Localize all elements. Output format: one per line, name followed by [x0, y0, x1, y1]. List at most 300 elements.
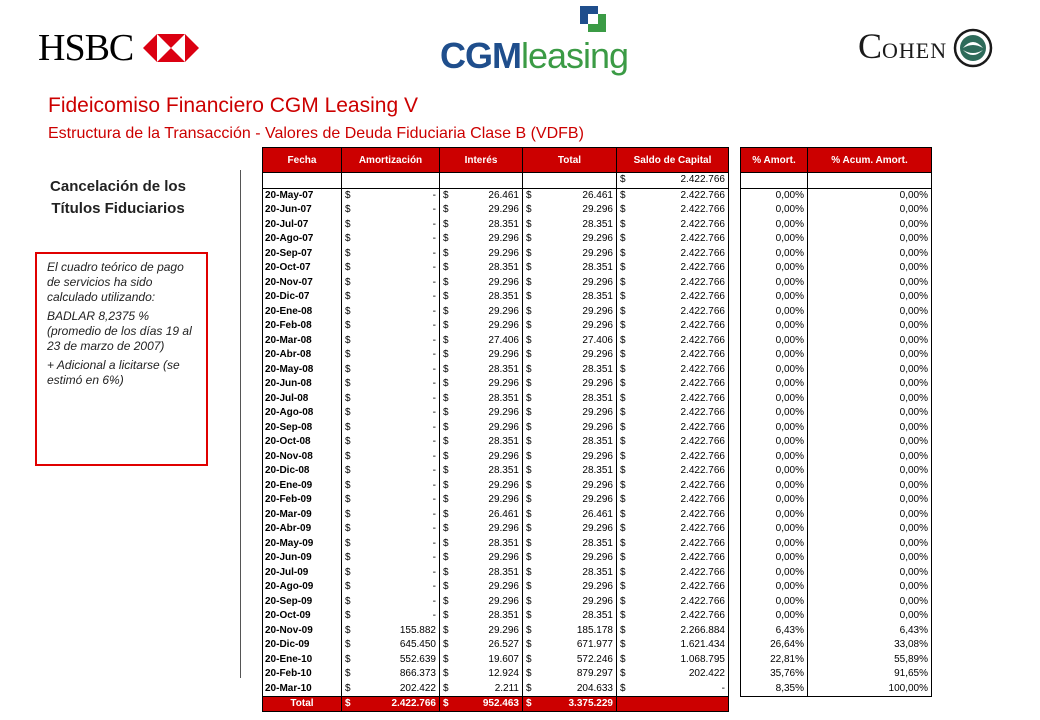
cell-fecha: 20-Nov-07 — [263, 276, 342, 291]
currency-symbol: $ — [620, 624, 626, 636]
cell-acum: 0,00% — [808, 421, 932, 436]
currency-symbol: $ — [345, 247, 351, 259]
cell-total-value: 28.351 — [582, 537, 613, 549]
cell-total — [523, 377, 617, 392]
cell-total-value: 185.178 — [576, 624, 613, 636]
totals-amort: 2.422.766 — [391, 698, 436, 709]
table-row — [263, 188, 729, 203]
cell-total — [523, 667, 617, 682]
cell-total-value: 28.351 — [582, 363, 613, 375]
cell-saldo-value: 1.621.434 — [680, 639, 725, 651]
table-row — [263, 551, 729, 566]
cell-total-value: 27.406 — [582, 334, 613, 346]
cell-pct: 0,00% — [741, 522, 808, 537]
currency-symbol: $ — [443, 523, 449, 535]
cell-acum: 0,00% — [808, 464, 932, 479]
currency-symbol: $ — [345, 566, 351, 578]
cell-total — [523, 261, 617, 276]
cell-amort-value: 155.882 — [399, 624, 436, 636]
cell-saldo-value: 2.422.766 — [680, 392, 725, 404]
cell-interes-value: 29.296 — [488, 320, 519, 332]
cell-total — [523, 435, 617, 450]
cell-acum: 0,00% — [808, 363, 932, 378]
cell-saldo — [617, 232, 729, 247]
cell-saldo-value: 2.422.766 — [680, 189, 725, 201]
cell-pct: 35,76% — [741, 667, 808, 682]
currency-symbol: $ — [620, 639, 626, 651]
cell-amort-value: - — [432, 262, 436, 274]
cell-pct: 0,00% — [741, 450, 808, 465]
cell-acum: 0,00% — [808, 508, 932, 523]
cell-interes — [440, 580, 523, 595]
cell-fecha: 20-Nov-09 — [263, 624, 342, 639]
currency-symbol: $ — [443, 682, 449, 694]
cell-total — [523, 348, 617, 363]
currency-symbol: $ — [620, 378, 626, 390]
cell-total-value: 671.977 — [576, 639, 613, 651]
pct-row — [741, 348, 932, 363]
cell-total-value: 28.351 — [582, 436, 613, 448]
currency-symbol: $ — [443, 537, 449, 549]
currency-symbol: $ — [526, 305, 532, 317]
cell-saldo-value: 2.422.766 — [680, 334, 725, 346]
cell-total-value: 29.296 — [582, 204, 613, 216]
currency-symbol: $ — [526, 668, 532, 680]
pct-row — [741, 667, 932, 682]
cell-saldo-value: 2.422.766 — [680, 581, 725, 593]
cell-acum: 6,43% — [808, 624, 932, 639]
currency-symbol: $ — [526, 610, 532, 622]
cell-saldo — [617, 551, 729, 566]
currency-symbol: $ — [345, 392, 351, 404]
cell-saldo-value: 2.422.766 — [680, 349, 725, 361]
currency-symbol: $ — [526, 233, 532, 245]
header-pct-acum: % Acum. Amort. — [808, 148, 932, 173]
cell-acum: 0,00% — [808, 479, 932, 494]
cell-acum: 55,89% — [808, 653, 932, 668]
cell-amort-value: - — [432, 218, 436, 230]
cell-interes — [440, 479, 523, 494]
cell-total-value: 28.351 — [582, 465, 613, 477]
table-row — [263, 522, 729, 537]
methodology-note — [35, 252, 208, 466]
currency-symbol: $ — [526, 262, 532, 274]
table-row — [263, 290, 729, 305]
cell-total-value: 29.296 — [582, 233, 613, 245]
cell-amort — [342, 638, 440, 653]
amortization-table — [262, 147, 729, 712]
cell-fecha: 20-Ene-08 — [263, 305, 342, 320]
cell-amort-value: - — [432, 479, 436, 491]
cell-pct: 0,00% — [741, 218, 808, 233]
cell-amort-value: - — [432, 450, 436, 462]
cell-pct: 0,00% — [741, 290, 808, 305]
currency-symbol: $ — [443, 218, 449, 230]
currency-symbol: $ — [443, 595, 449, 607]
cell-saldo-value: 2.422.766 — [680, 305, 725, 317]
cell-pct: 0,00% — [741, 406, 808, 421]
cell-total — [523, 609, 617, 624]
cell-amort-value: - — [432, 552, 436, 564]
cell-interes-value: 26.527 — [488, 639, 519, 651]
cell-acum: 0,00% — [808, 537, 932, 552]
cell-fecha: 20-Dic-09 — [263, 638, 342, 653]
pct-row — [741, 363, 932, 378]
cell-fecha: 20-Jun-09 — [263, 551, 342, 566]
cell-amort — [342, 319, 440, 334]
currency-symbol: $ — [526, 523, 532, 535]
currency-symbol: $ — [526, 494, 532, 506]
cell-saldo-value: - — [721, 682, 725, 694]
cell-amort-value: - — [432, 566, 436, 578]
cell-amort — [342, 450, 440, 465]
cell-interes — [440, 203, 523, 218]
currency-symbol: $ — [345, 334, 351, 346]
cell-total-value: 29.296 — [582, 479, 613, 491]
cell-amort-value: - — [432, 421, 436, 433]
currency-symbol: $ — [443, 407, 449, 419]
currency-symbol: $ — [526, 682, 532, 694]
cell-amort-value: 866.373 — [399, 668, 436, 680]
cell-saldo — [617, 406, 729, 421]
cell-pct: 6,43% — [741, 624, 808, 639]
cell-amort — [342, 406, 440, 421]
cell-interes — [440, 566, 523, 581]
cell-interes — [440, 392, 523, 407]
cell-fecha: 20-Feb-08 — [263, 319, 342, 334]
cell-saldo — [617, 305, 729, 320]
table-row — [263, 464, 729, 479]
cell-interes — [440, 435, 523, 450]
cell-pct: 0,00% — [741, 348, 808, 363]
cell-interes — [440, 537, 523, 552]
cell-interes — [440, 638, 523, 653]
cell-fecha: 20-Mar-09 — [263, 508, 342, 523]
cohen-logo — [858, 26, 993, 70]
pct-row — [741, 392, 932, 407]
cell-total — [523, 537, 617, 552]
currency-symbol: $ — [620, 247, 626, 259]
currency-symbol: $ — [443, 465, 449, 477]
cell-interes — [440, 667, 523, 682]
currency-symbol: $ — [620, 552, 626, 564]
pct-row — [741, 435, 932, 450]
note-paragraph-1: El cuadro teórico de pago de servicios ha sido calculado utilizando: — [47, 260, 184, 304]
cohen-initial: C — [858, 25, 883, 66]
cell-total-value: 28.351 — [582, 610, 613, 622]
currency-symbol: $ — [443, 653, 449, 665]
cell-acum: 0,00% — [808, 218, 932, 233]
cell-saldo-value: 2.422.766 — [680, 436, 725, 448]
cell-amort-value: - — [432, 320, 436, 332]
cell-total — [523, 334, 617, 349]
side-heading — [20, 176, 216, 220]
cell-acum: 0,00% — [808, 188, 932, 203]
cell-total — [523, 551, 617, 566]
cell-saldo — [617, 450, 729, 465]
cell-pct: 0,00% — [741, 261, 808, 276]
cell-saldo — [617, 203, 729, 218]
table-row — [263, 435, 729, 450]
cell-saldo-value: 2.422.766 — [680, 566, 725, 578]
cell-interes — [440, 522, 523, 537]
cell-acum: 0,00% — [808, 276, 932, 291]
cell-pct: 0,00% — [741, 247, 808, 262]
cell-pct: 0,00% — [741, 566, 808, 581]
cell-total — [523, 566, 617, 581]
currency-symbol: $ — [526, 392, 532, 404]
currency-symbol: $ — [526, 436, 532, 448]
cell-amort — [342, 624, 440, 639]
cell-amort — [342, 551, 440, 566]
currency-symbol: $ — [620, 349, 626, 361]
currency-symbol: $ — [526, 653, 532, 665]
cell-interes-value: 28.351 — [488, 363, 519, 375]
cell-interes-value: 28.351 — [488, 392, 519, 404]
cell-total-value: 879.297 — [576, 668, 613, 680]
currency-symbol: $ — [443, 566, 449, 578]
cell-saldo-value: 2.422.766 — [680, 610, 725, 622]
cell-amort — [342, 261, 440, 276]
cell-saldo-value: 2.422.766 — [680, 595, 725, 607]
currency-symbol: $ — [526, 595, 532, 607]
percentage-table — [740, 147, 932, 697]
cell-amort-value: - — [432, 523, 436, 535]
cell-saldo-value: 2.422.766 — [680, 233, 725, 245]
cell-interes — [440, 421, 523, 436]
cell-interes-value: 12.924 — [488, 668, 519, 680]
cell-amort-value: - — [432, 508, 436, 520]
cell-acum: 0,00% — [808, 566, 932, 581]
currency-symbol: $ — [526, 407, 532, 419]
cell-saldo-value: 2.422.766 — [680, 378, 725, 390]
currency-symbol: $ — [345, 305, 351, 317]
cell-total-value: 29.296 — [582, 421, 613, 433]
cell-total-value: 29.296 — [582, 407, 613, 419]
cell-fecha: 20-Dic-08 — [263, 464, 342, 479]
cell-interes — [440, 464, 523, 479]
cell-saldo — [617, 682, 729, 697]
cell-interes — [440, 551, 523, 566]
cell-saldo-value: 2.422.766 — [680, 537, 725, 549]
cell-pct: 0,00% — [741, 188, 808, 203]
cell-acum: 0,00% — [808, 609, 932, 624]
cell-saldo-value: 2.422.766 — [680, 523, 725, 535]
cell-saldo — [617, 392, 729, 407]
cell-saldo-value: 2.422.766 — [680, 204, 725, 216]
cell-acum: 0,00% — [808, 406, 932, 421]
cell-interes — [440, 653, 523, 668]
cell-total — [523, 522, 617, 537]
cell-amort-value: - — [432, 291, 436, 303]
cell-acum: 91,65% — [808, 667, 932, 682]
currency-symbol: $ — [526, 276, 532, 288]
cell-amort — [342, 522, 440, 537]
currency-symbol: $ — [345, 233, 351, 245]
cell-interes — [440, 348, 523, 363]
currency-symbol: $ — [345, 450, 351, 462]
pct-row — [741, 551, 932, 566]
currency-symbol: $ — [345, 421, 351, 433]
cell-amort-value: 645.450 — [399, 639, 436, 651]
cell-total-value: 29.296 — [582, 320, 613, 332]
cell-interes-value: 28.351 — [488, 537, 519, 549]
table-row — [263, 479, 729, 494]
table-row — [263, 203, 729, 218]
cell-amort — [342, 508, 440, 523]
cgm-wordmark-part1: CGM — [440, 35, 521, 76]
currency-symbol: $ — [443, 508, 449, 520]
cell-interes-value: 29.296 — [488, 479, 519, 491]
cell-interes-value: 29.296 — [488, 523, 519, 535]
cell-interes-value: 27.406 — [488, 334, 519, 346]
cell-pct: 0,00% — [741, 319, 808, 334]
currency-symbol: $ — [526, 247, 532, 259]
currency-symbol: $ — [620, 508, 626, 520]
cell-interes-value: 28.351 — [488, 566, 519, 578]
currency-symbol: $ — [526, 320, 532, 332]
cell-saldo-value: 2.266.884 — [680, 624, 725, 636]
currency-symbol: $ — [345, 189, 351, 201]
currency-symbol: $ — [620, 262, 626, 274]
currency-symbol: $ — [345, 349, 351, 361]
table-header-row — [263, 148, 729, 173]
currency-symbol: $ — [620, 233, 626, 245]
cell-amort — [342, 609, 440, 624]
pct-row — [741, 537, 932, 552]
currency-symbol: $ — [620, 334, 626, 346]
cell-amort — [342, 334, 440, 349]
currency-symbol: $ — [443, 247, 449, 259]
currency-symbol: $ — [620, 668, 626, 680]
cell-saldo — [617, 566, 729, 581]
cell-pct: 0,00% — [741, 595, 808, 610]
table-row — [263, 421, 729, 436]
currency-symbol: $ — [620, 537, 626, 549]
currency-symbol: $ — [443, 233, 449, 245]
cell-interes-value: 29.296 — [488, 247, 519, 259]
cell-interes-value: 29.296 — [488, 494, 519, 506]
cell-amort — [342, 377, 440, 392]
cell-amort-value: 202.422 — [399, 682, 436, 694]
cell-total-value: 28.351 — [582, 262, 613, 274]
cell-saldo — [617, 537, 729, 552]
currency-symbol: $ — [345, 581, 351, 593]
cell-total-value: 29.296 — [582, 595, 613, 607]
cell-fecha: 20-Oct-07 — [263, 261, 342, 276]
cell-saldo — [617, 363, 729, 378]
cell-interes-value: 26.461 — [488, 189, 519, 201]
cell-interes-value: 29.296 — [488, 276, 519, 288]
pct-row — [741, 479, 932, 494]
table-row — [263, 334, 729, 349]
cell-amort — [342, 276, 440, 291]
cell-saldo — [617, 667, 729, 682]
cell-pct: 0,00% — [741, 493, 808, 508]
cell-interes-value: 28.351 — [488, 218, 519, 230]
currency-symbol: $ — [526, 204, 532, 216]
cell-saldo — [617, 377, 729, 392]
cell-amort-value: 552.639 — [399, 653, 436, 665]
pct-row — [741, 261, 932, 276]
cell-amort-value: - — [432, 378, 436, 390]
cell-acum: 0,00% — [808, 522, 932, 537]
cell-total-value: 29.296 — [582, 581, 613, 593]
table-row — [263, 377, 729, 392]
cell-acum: 0,00% — [808, 493, 932, 508]
cell-pct: 0,00% — [741, 334, 808, 349]
table-row — [263, 261, 729, 276]
cell-fecha: 20-Jun-07 — [263, 203, 342, 218]
currency-symbol: $ — [620, 305, 626, 317]
currency-symbol: $ — [526, 450, 532, 462]
table-row — [263, 276, 729, 291]
table-row — [263, 508, 729, 523]
table-row — [263, 667, 729, 682]
table-row — [263, 406, 729, 421]
currency-symbol: $ — [345, 378, 351, 390]
currency-symbol: $ — [620, 581, 626, 593]
currency-symbol: $ — [345, 465, 351, 477]
cell-fecha: 20-Abr-09 — [263, 522, 342, 537]
cell-interes — [440, 305, 523, 320]
cell-amort — [342, 667, 440, 682]
cell-interes-value: 29.296 — [488, 581, 519, 593]
currency-symbol: $ — [526, 552, 532, 564]
currency-symbol: $ — [345, 204, 351, 216]
cell-saldo-value: 2.422.766 — [680, 363, 725, 375]
table-row — [263, 232, 729, 247]
cell-fecha: 20-Feb-09 — [263, 493, 342, 508]
cell-interes-value: 29.296 — [488, 595, 519, 607]
cell-amort-value: - — [432, 465, 436, 477]
hsbc-hexagon-icon — [143, 34, 199, 62]
pct-header-row — [741, 148, 932, 173]
header-interes: Interés — [440, 148, 523, 173]
currency-symbol: $ — [345, 479, 351, 491]
cell-saldo — [617, 218, 729, 233]
cell-total — [523, 493, 617, 508]
cell-total-value: 26.461 — [582, 508, 613, 520]
currency-symbol: $ — [443, 349, 449, 361]
cell-total — [523, 247, 617, 262]
cell-amort-value: - — [432, 436, 436, 448]
cell-amort-value: - — [432, 610, 436, 622]
cell-interes — [440, 508, 523, 523]
currency-symbol: $ — [345, 639, 351, 651]
currency-symbol: $ — [526, 639, 532, 651]
cell-saldo — [617, 653, 729, 668]
cell-saldo-value: 202.422 — [688, 668, 725, 680]
cell-total — [523, 188, 617, 203]
cell-saldo — [617, 493, 729, 508]
table-row — [263, 319, 729, 334]
cell-total — [523, 363, 617, 378]
totals-row — [263, 697, 729, 712]
cell-amort-value: - — [432, 204, 436, 216]
cell-saldo — [617, 638, 729, 653]
cell-saldo — [617, 276, 729, 291]
currency-symbol: $ — [345, 407, 351, 419]
cell-amort-value: - — [432, 189, 436, 201]
pct-row — [741, 305, 932, 320]
pct-row — [741, 276, 932, 291]
cell-acum: 0,00% — [808, 595, 932, 610]
pct-row — [741, 566, 932, 581]
currency-symbol: $ — [620, 479, 626, 491]
cell-pct: 0,00% — [741, 377, 808, 392]
cell-amort — [342, 218, 440, 233]
